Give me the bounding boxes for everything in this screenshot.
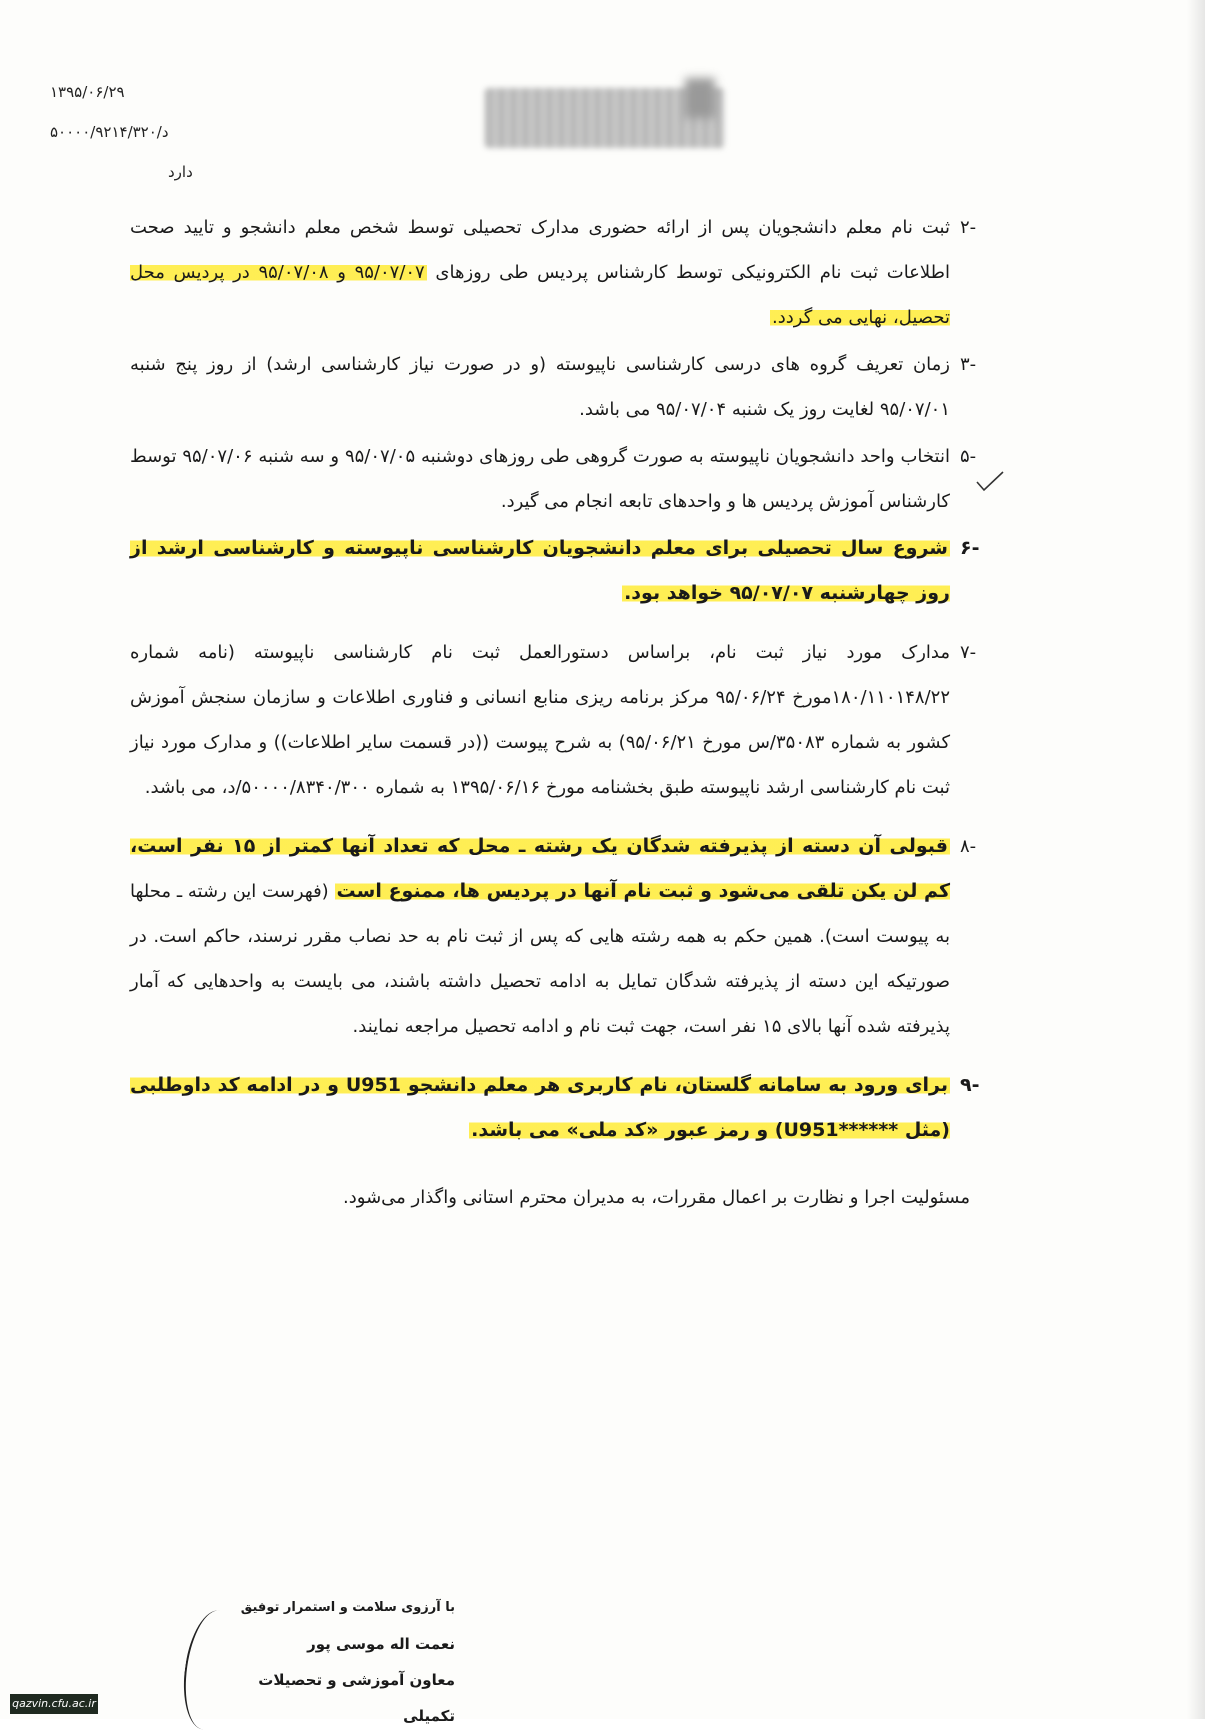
- item-number: ۷-: [960, 642, 977, 663]
- item-7: [130, 630, 980, 810]
- signature-greeting: با آرزوی سلامت و استمرار توفیق: [240, 1600, 455, 1615]
- signature-block: [205, 1590, 455, 1734]
- site-watermark: qazvin.cfu.ac.ir: [10, 1694, 98, 1714]
- item-6: [130, 526, 980, 616]
- item-number: ۶-: [960, 537, 980, 559]
- item-text: زمان تعریف گروه های درسی کارشناسی ناپیوسته (و در صورت نیاز کارشناسی ارشد) از روز پنج شنبه ۹۵/۰۷/۰۱ لغایت روز یک شنبه ۹۵/۰۷/۰۴ می باشد.: [130, 354, 950, 420]
- item-text: (فهرست این رشته ـ محلها به پیوست است). همین حکم به همه رشته هایی که پس از ثبت نام به حد نصاب مقرر نرسند، حاکم است. در صورتیکه این دسته از پذیرفته شدگان تمایل به ادامه تحصیل داشته باشند، می بایست به واحدهایی که آمار پذیرفته شده آنها بالای ۱۵ نفر است، جهت ثبت نام و ادامه تحصیل مراجعه نمایند.: [130, 881, 950, 1037]
- letter-meta: [50, 72, 250, 192]
- closing-paragraph: مسئولیت اجرا و نظارت بر اعمال مقررات، به مدیران محترم استانی واگذار می‌شود.: [343, 1187, 970, 1208]
- letter-number: د/۵۰۰۰۰/۹۲۱۴/۳۲۰: [50, 123, 169, 141]
- item-9: [130, 1063, 980, 1153]
- blurred-letterhead-logo: [485, 88, 725, 148]
- item-text: انتخاب واحد دانشجویان ناپیوسته به صورت گروهی طی روزهای دوشنبه ۹۵/۰۷/۰۵ و سه شنبه ۹۵/۰۷/۰۶ توسط کارشناس آموزش پردیس ها و واحدهای تابعه انجام می گیرد.: [130, 446, 950, 512]
- item-text: مدارک مورد نیاز ثبت نام، براساس دستورالعمل ثبت نام کارشناسی ناپیوسته (نامه شماره ۱۸۰/۱۱۰۱۴۸/۲۲مورخ ۹۵/۰۶/۲۴ مرکز برنامه ریزی منابع انسانی و فناوری اطلاعات و سازمان سنجش آموزش کشور به شماره ۳۵۰۸۳/س مورخ ۹۵/۰۶/۲۱) به شرح پیوست ((در قسمت سایر اطلاعات)) و مدارک مورد نیاز ثبت نام کارشناسی ارشد ناپیوسته طبق بخشنامه مورخ ۱۳۹۵/۰۶/۱۶ به شماره ۵۰۰۰۰/۸۳۴۰/۳۰۰/د، می باشد.: [130, 642, 951, 798]
- letter-date: ۱۳۹۵/۰۶/۲۹: [50, 83, 125, 101]
- item-text: ثبت نام معلم دانشجویان پس از ارائه حضوری مدارک تحصیلی توسط شخص معلم دانشجو و تایید صحت اطلاعات ثبت نام الکترونیکی توسط کارشناس پردیس طی روزهای: [130, 217, 950, 283]
- item-highlight: ۹۵/۰۷/۰۷ و ۹۵/۰۷/۰۸ در پردیس محل تحصیل، نهایی می گردد.: [130, 262, 950, 328]
- scan-edge-shadow: [1187, 0, 1205, 1719]
- letter-body: [130, 205, 980, 1217]
- item-8: [130, 824, 980, 1049]
- item-number: ۸-: [960, 836, 977, 857]
- item-number: ۳-: [960, 354, 977, 375]
- item-5: [130, 434, 980, 524]
- item-3: [130, 342, 980, 432]
- item-highlight: برای ورود به سامانه گلستان، نام کاربری هر معلم دانشجو U951 و در ادامه کد داوطلبی (مثل ******U951) و رمز عبور «کد ملی» می باشد.: [130, 1074, 950, 1141]
- item-number: ۵-: [960, 446, 977, 467]
- item-highlight: شروع سال تحصیلی برای معلم دانشجویان کارشناسی ناپیوسته و کارشناسی ارشد از روز چهارشنبه ۹۵/۰۷/۰۷ خواهد بود.: [130, 537, 950, 604]
- item-number: ۹-: [960, 1074, 980, 1096]
- item-number: ۲-: [960, 217, 977, 238]
- letter-attachment: دارد: [168, 163, 193, 181]
- signature-name: نعمت اله موسی پور: [307, 1635, 455, 1653]
- item-2: [130, 205, 980, 340]
- item-highlight: قبولی آن دسته از پذیرفته شدگان یک رشته ـ محل که تعداد آنها کمتر از ۱۵ نفر است، کم لن یکن تلقی می‌شود و ثبت نام آنها در پردیس ها، ممنوع است: [130, 835, 951, 902]
- signature-title: معاون آموزشی و تحصیلات تکمیلی: [258, 1671, 455, 1725]
